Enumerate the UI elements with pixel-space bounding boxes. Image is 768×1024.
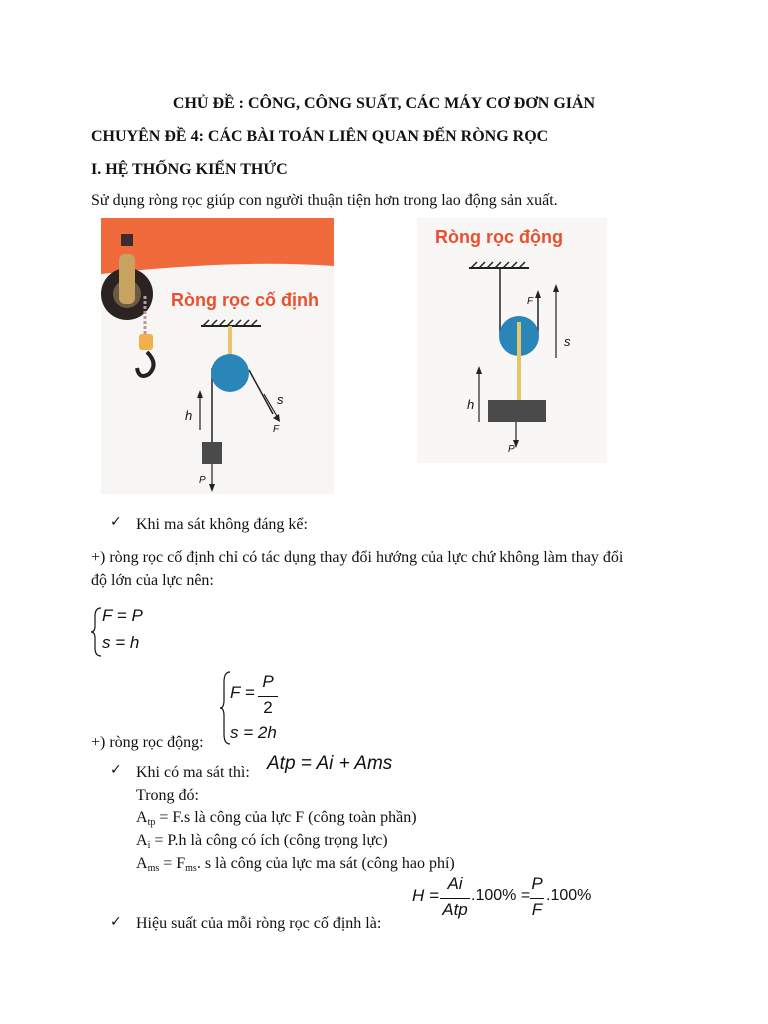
section-heading: I. HỆ THỐNG KIẾN THỨC: [91, 161, 288, 178]
efficiency-num1: Ai: [447, 874, 463, 893]
check-icon: ✓: [110, 762, 122, 778]
check-icon: ✓: [110, 914, 122, 930]
check-icon: ✓: [110, 514, 122, 530]
fixed-rule-line1: +) ròng rọc cố định chỉ có tác dụng thay đổi hướng của lực chứ không làm thay đổi: [91, 549, 624, 566]
movable-rule-label: +) ròng rọc động:: [91, 734, 204, 751]
fixed-pulley-figure: [101, 218, 334, 494]
efficiency-pct2: .100%: [546, 887, 592, 904]
efficiency-bar2: [530, 898, 544, 899]
efficiency-den1: Atp: [442, 900, 468, 919]
efficiency-bullet: Hiệu suất của mỗi ròng rọc cố định là:: [136, 915, 382, 932]
movable-p-label: P: [508, 444, 515, 455]
fixed-pulley-title: Ròng rọc cố định: [171, 290, 319, 310]
intro-text: Sử dụng ròng rọc giúp con người thuận tiện hơn trong lao động sản xuất.: [91, 192, 558, 209]
work-equation: Atp = Ai + Ams: [267, 753, 393, 774]
movable-h-label: h: [467, 397, 475, 412]
fixed-s-label: s: [277, 392, 284, 407]
movable-f-label: F: [527, 296, 534, 307]
fixed-p-label: P: [199, 475, 206, 486]
topic-heading: CHỦ ĐỀ : CÔNG, CÔNG SUẤT, CÁC MÁY CƠ ĐƠN GIẢN: [172, 95, 596, 112]
movable-pulley-title: Ròng rọc động: [435, 227, 563, 247]
efficiency-bar1: [440, 898, 470, 899]
movable-eq-numerator: P: [262, 672, 274, 691]
fixed-eq-force: F = P: [102, 606, 143, 625]
no-friction-bullet: Khi ma sát không đáng kể:: [136, 516, 308, 533]
chapter-heading: CHUYÊN ĐỀ 4: CÁC BÀI TOÁN LIÊN QUAN ĐẾN RÒNG RỌC: [91, 128, 549, 145]
where-label: Trong đó:: [136, 787, 199, 804]
total-work-definition: $A_{tp} = F.s$ là công của lực F (công toàn phần): [136, 809, 417, 828]
movable-eq-distance: s = 2h: [230, 723, 277, 742]
friction-work-definition: $A_{ms} = F_{ms}$. s là công của lực ma sát (công hao phí): [136, 855, 455, 874]
useful-work-definition: $A_i = P.h$ là công có ích (công trọng lực): [136, 832, 388, 851]
movable-pulley-figure: [417, 218, 607, 463]
efficiency-lhs: H =: [412, 886, 439, 905]
efficiency-pct1: .100% =: [471, 887, 531, 904]
movable-eq-force-lhs: F =: [230, 683, 255, 702]
movable-fraction-bar: [258, 696, 278, 697]
efficiency-den2: F: [531, 900, 543, 919]
efficiency-num2: P: [531, 874, 543, 893]
movable-eq-denominator: 2: [263, 698, 273, 717]
fixed-h-label: h: [185, 408, 193, 423]
friction-bullet: Khi có ma sát thì:: [136, 764, 250, 781]
fixed-eq-distance: s = h: [102, 633, 140, 652]
fixed-f-label: F: [273, 424, 280, 435]
movable-s-label: s: [564, 334, 571, 349]
fixed-rule-line2: độ lớn của lực nên:: [91, 572, 214, 589]
